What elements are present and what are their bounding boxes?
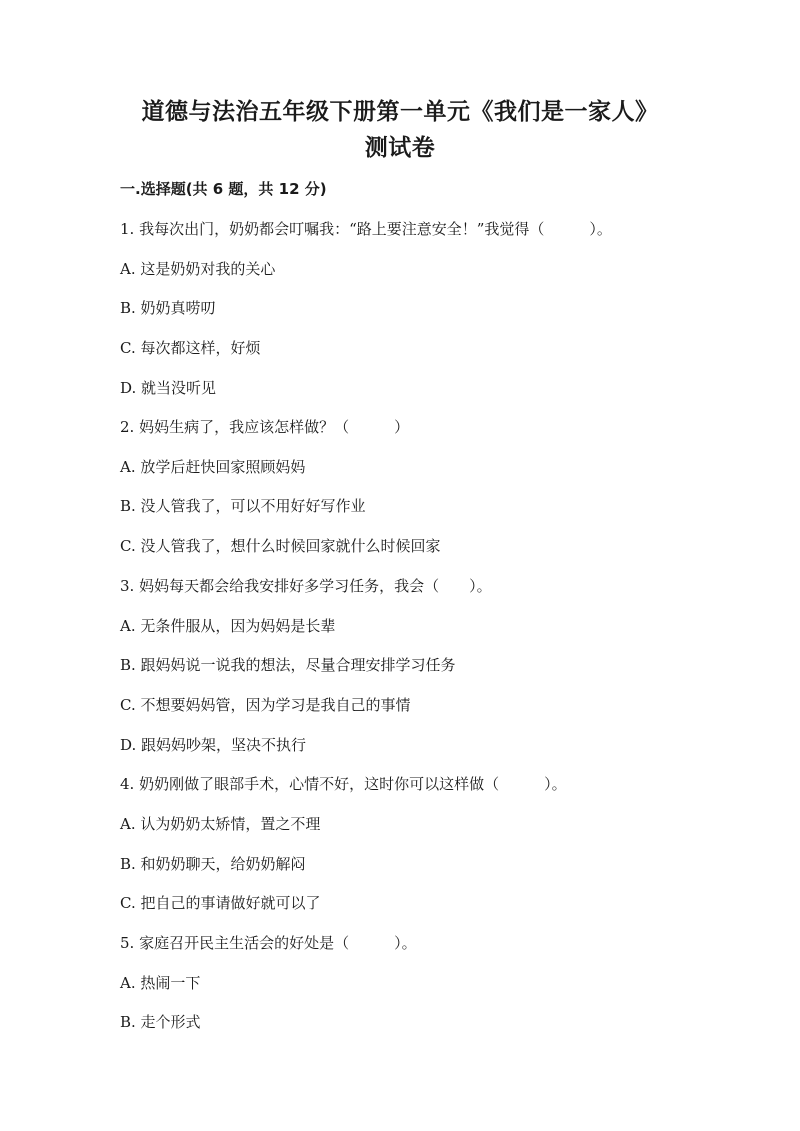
page-title: 道德与法治五年级下册第一单元《我们是一家人》: [141, 98, 659, 125]
question-1-option-d: D. 就当没听见: [120, 379, 217, 397]
question-5-stem: 5. 家庭召开民主生活会的好处是（ ）。: [120, 934, 417, 952]
question-2-option-b: B. 没人管我了，可以不用好好写作业: [120, 497, 366, 515]
question-3-option-b: B. 跟妈妈说一说我的想法，尽量合理安排学习任务: [120, 656, 456, 674]
question-4-option-b: B. 和奶奶聊天，给奶奶解闷: [120, 855, 306, 873]
question-2-option-a: A. 放学后赶快回家照顾妈妈: [120, 458, 306, 476]
question-2-option-c: C. 没人管我了，想什么时候回家就什么时候回家: [120, 537, 441, 555]
question-1-stem: 1. 我每次出门，奶奶都会叮嘱我：“路上要注意安全！”我觉得（ ）。: [120, 220, 612, 238]
page-subtitle: 测试卷: [364, 134, 436, 161]
question-5-option-a: A. 热闹一下: [120, 974, 201, 992]
section-heading: 一.选择题(共 6 题，共 12 分): [120, 180, 327, 198]
question-1-option-b: B. 奶奶真唠叨: [120, 299, 216, 317]
question-3-option-d: D. 跟妈妈吵架，坚决不执行: [120, 736, 307, 754]
question-1-option-c: C. 每次都这样，好烦: [120, 339, 261, 357]
question-3-stem: 3. 妈妈每天都会给我安排好多学习任务，我会（ ）。: [120, 577, 492, 595]
question-4-option-a: A. 认为奶奶太矫情，置之不理: [120, 815, 321, 833]
question-5-option-b: B. 走个形式: [120, 1013, 201, 1031]
question-3-option-a: A. 无条件服从，因为妈妈是长辈: [120, 617, 336, 635]
question-4-stem: 4. 奶奶刚做了眼部手术，心情不好，这时你可以这样做（ ）。: [120, 775, 567, 793]
question-1-option-a: A. 这是奶奶对我的关心: [120, 260, 276, 278]
question-2-stem: 2. 妈妈生病了，我应该怎样做？（ ）: [120, 418, 410, 436]
question-3-option-c: C. 不想要妈妈管，因为学习是我自己的事情: [120, 696, 411, 714]
question-4-option-c: C. 把自己的事请做好就可以了: [120, 894, 321, 912]
